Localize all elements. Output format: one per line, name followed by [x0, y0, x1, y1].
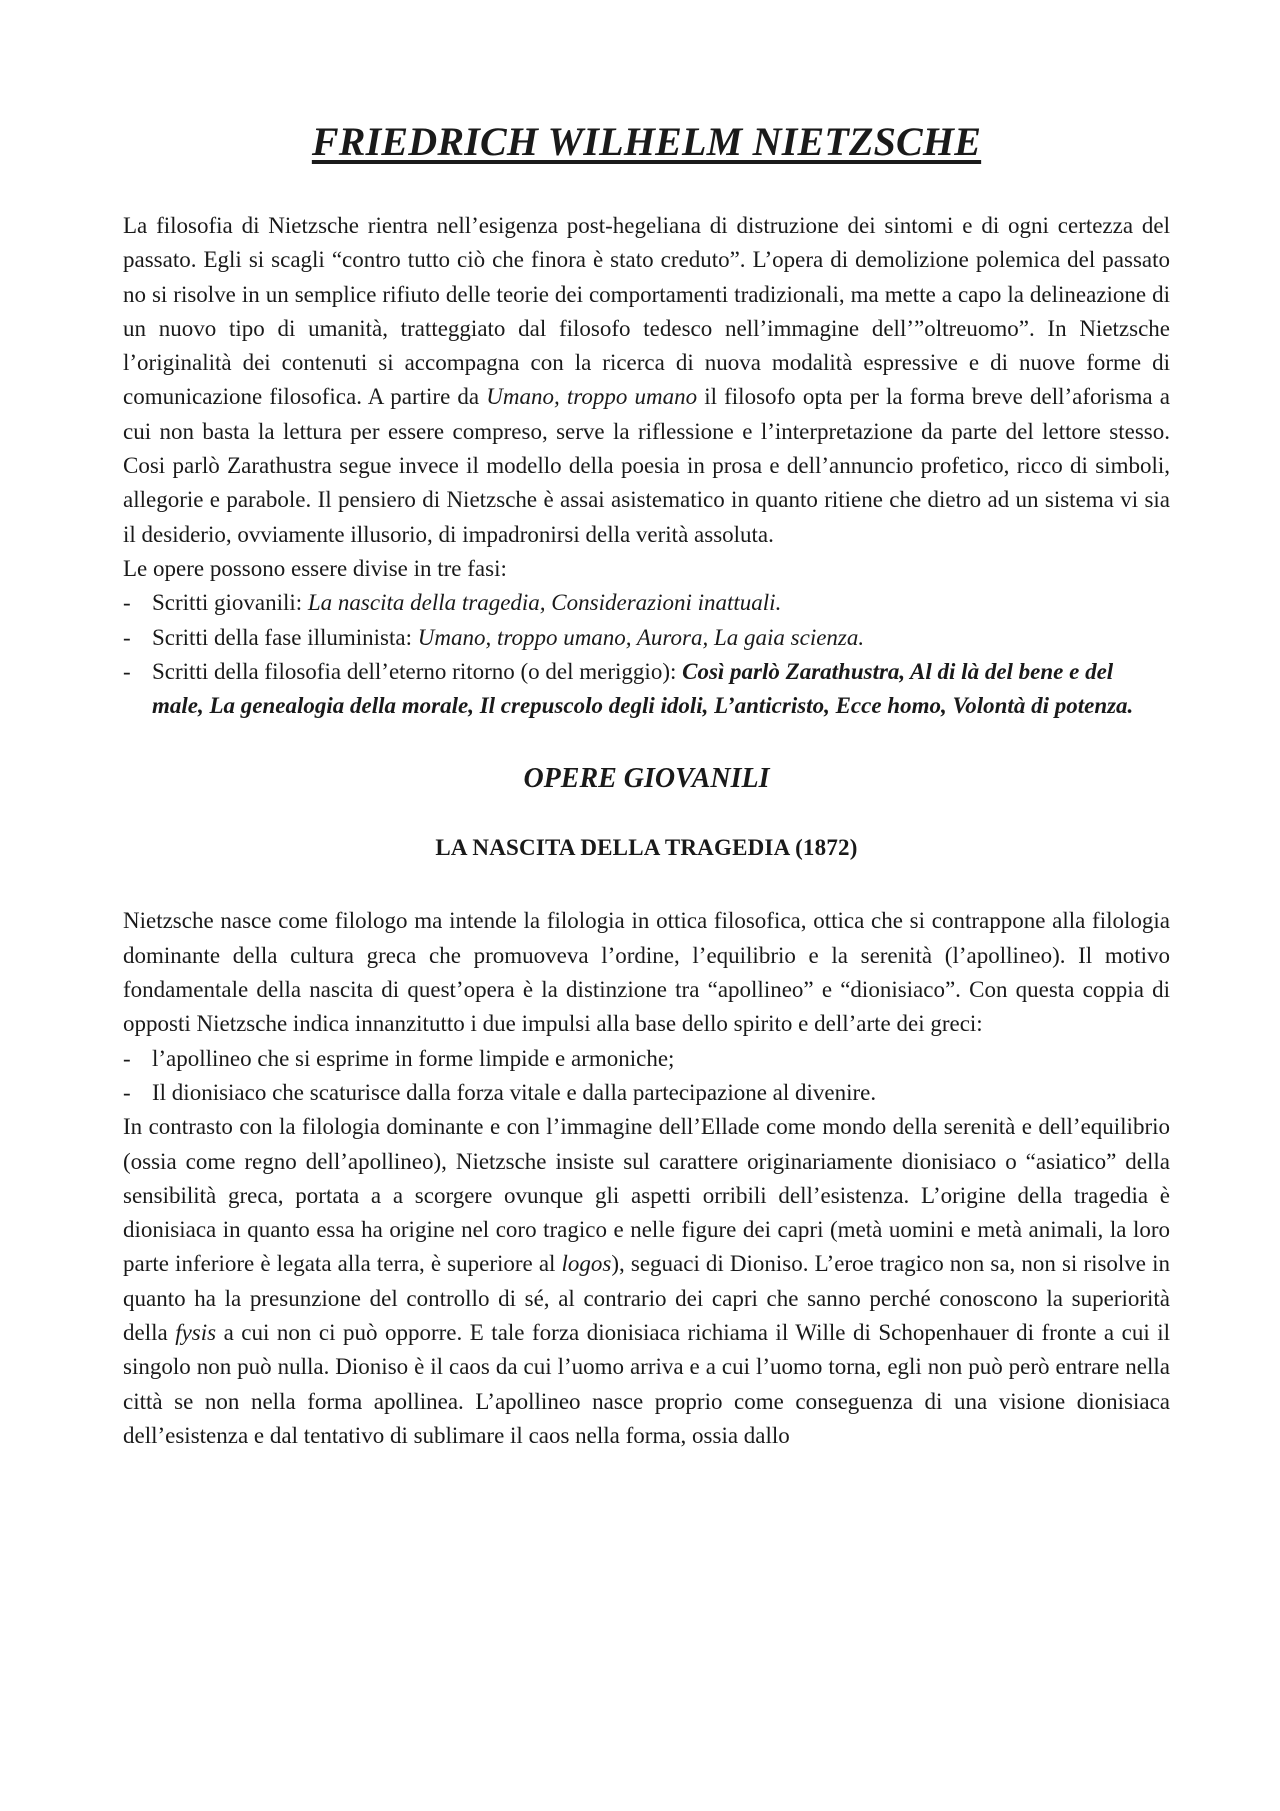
impulses-list [123, 1042, 1170, 1111]
dash-bullet: - [123, 590, 131, 616]
intro-text-1: La filosofia di Nietzsche rientra nell’esigenza post-hegeliana di distruzione dei sintomi e di ogni certezza del passato. Egli si scagli “contro tutto ciò che finora è stato creduto”. L’opera di demolizione polemica del passato no si risolve in un semplice rifiuto delle teorie dei comportamenti tradizionali, ma mette a capo la delineazione di un nuovo tipo di umanità, tratteggiato dal filosofo tedesco nell’immagine dell’”oltreuomo”. In Nietzsche l’originalità dei contenuti si accompagna con la ricerca di nuova modalità espressive e di nuove forme di comunicazione filosofica. A partire da [123, 213, 1170, 410]
phases-lead: Le opere possono essere divise in tre fasi: [123, 555, 507, 581]
impulse-text: l’apollineo che si esprime in forme limpide e armoniche; [152, 1045, 675, 1071]
section-subheading: LA NASCITA DELLA TRAGEDIA (1872) [435, 835, 858, 861]
intro-text-2: il filosofo opta per la forma breve dell’aforisma a cui non basta la lettura per essere compreso, serve la riflessione e l’interpretazione da parte del lettore stesso. Cosi parlò Zarathustra segue invece il modello della poesia in prosa e dell’annuncio profetico, ricco di simboli, allegorie e parabole. Il pensiero di Nietzsche è assai asistematico in quanto ritiene che dietro ad un sistema vi sia il desiderio, ovviamente illusorio, di impadronirsi della verità assoluta. [123, 384, 1170, 547]
phase-works: Così parlò Zarathustra, Al di là del bene e del male, La genealogia della morale, Il crepuscolo degli idoli, L’anticristo, Ecce homo, Volontà di potenza. [152, 658, 1134, 719]
dash-bullet: - [123, 624, 131, 650]
dash-bullet: - [123, 658, 131, 684]
phases-list [123, 586, 1170, 723]
section-heading: OPERE GIOVANILI [523, 763, 770, 795]
phase-works: La nascita della tragedia, Considerazioni inattuali. [307, 590, 782, 616]
phase-label: Scritti giovanili: [152, 590, 308, 616]
section-text-b: ), seguaci di Dioniso. L’eroe tragico non sa, non si risolve in quanto ha la presunzione del controllo di sé, al contrario dei capri che sanno perché conoscono la superiorità della [123, 1251, 1170, 1346]
section-text-a: In contrasto con la filologia dominante e con l’immagine dell’Ellade come mondo della serenità e dell’equilibrio (ossia come regno dell’apollineo), Nietzsche insiste sul carattere originariamente dionisiaco o “asiatico” della sensibilità greca, portata a a scorgere ovunque gli aspetti orribili dell’esistenza. L’origine della tragedia è dionisiaca in quanto essa ha origine nel coro tragico e nelle figure dei capri (metà uomini e metà animali, la loro parte inferiore è legata alla terra, è superiore al [123, 1114, 1170, 1277]
section-paragraph-1: Nietzsche nasce come filologo ma intende la filologia in ottica filosofica, ottica che si contrappone alla filologia dominante della cultura greca che promuoveva l’ordine, l’equilibrio e la serenità (l’apollineo). Il motivo fondamentale della nascita di quest’opera è la distinzione tra “apollineo” e “dionisiaco”. Con questa coppia di opposti Nietzsche indica innanzitutto i due impulsi alla base dello spirito e dell’arte dei greci: [123, 908, 1170, 1037]
list-item [123, 1076, 1170, 1110]
list-item [123, 621, 1170, 655]
phase-works: Umano, troppo umano, Aurora, La gaia scienza. [417, 624, 865, 650]
intro-paragraph [123, 209, 1170, 552]
list-item [123, 1042, 1170, 1076]
dash-bullet: - [123, 1045, 131, 1071]
list-item [123, 655, 1170, 724]
dash-bullet: - [123, 1079, 131, 1105]
phase-label: Scritti della filosofia dell’eterno ritorno (o del meriggio): [152, 658, 683, 684]
section-text-c: a cui non ci può opporre. E tale forza dionisiaca richiama il Wille di Schopenhauer di fronte a cui il singolo non può nulla. Dioniso è il caos da cui l’uomo arriva e a cui l’uomo torna, egli non può però entrare nella città se non nella forma apollinea. L’apollineo nasce proprio come conseguenza di una visione dionisiaca dell’esistenza e dal tentativo di sublimare il caos nella forma, ossia dallo [123, 1320, 1171, 1448]
impulse-text: Il dionisiaco che scaturisce dalla forza vitale e dalla partecipazione al divenire. [152, 1079, 877, 1105]
phase-label: Scritti della fase illuminista: [152, 624, 418, 650]
section-paragraph-2 [123, 1110, 1170, 1453]
term-fysis: fysis [175, 1320, 217, 1346]
intro-work-umano: Umano, troppo umano [486, 384, 698, 410]
term-logos: logos [561, 1251, 612, 1277]
list-item [123, 586, 1170, 620]
document-title: FRIEDRICH WILHELM NIETZSCHE [311, 119, 982, 164]
